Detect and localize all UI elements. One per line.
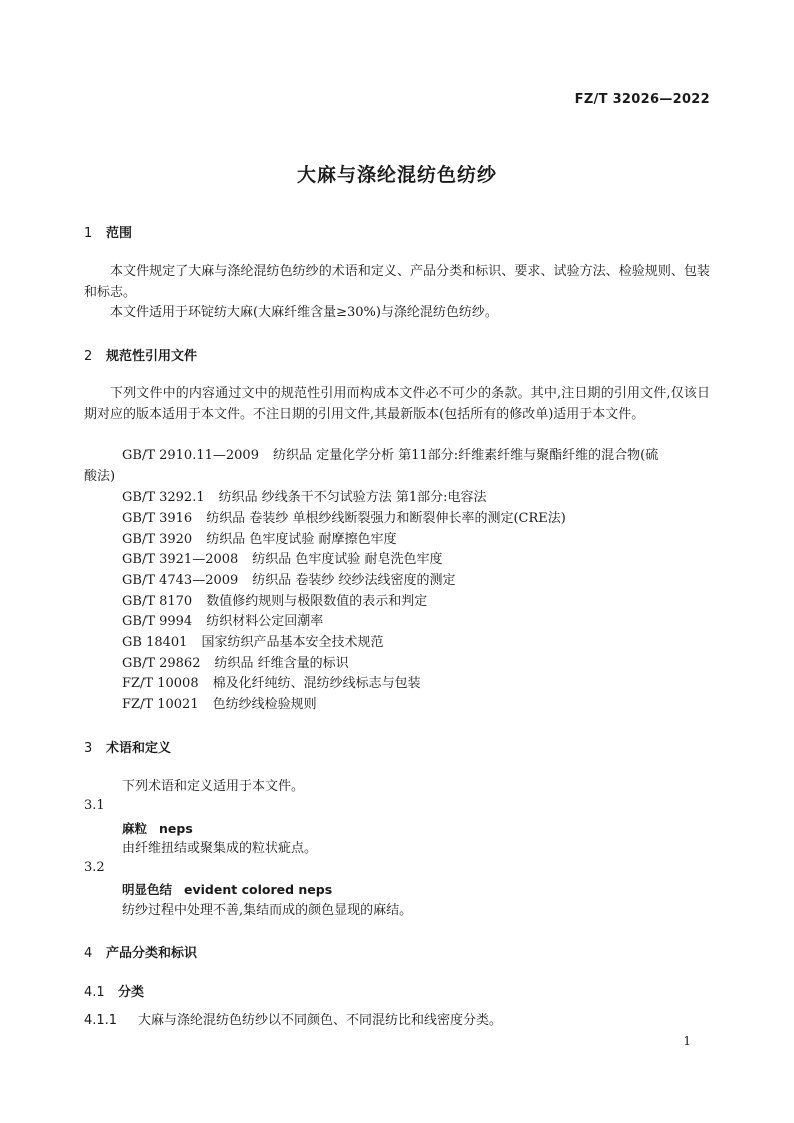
reference-title: 纺织品 纤维含量的标识 [214, 656, 349, 671]
reference-item [122, 654, 349, 675]
section-3-intro: 下列术语和定义适用于本文件。 [122, 779, 305, 794]
reference-item [122, 488, 487, 509]
term-definition: 由纤维扭结或聚集成的粒状疵点。 [122, 841, 318, 856]
subsection-number: 4.1 [84, 985, 105, 1000]
reference-item [122, 446, 658, 467]
reference-item [122, 571, 456, 592]
reference-title: 纺织品 卷装纱 单根纱线断裂强力和断裂伸长率的测定(CRE法) [206, 511, 566, 526]
term-zh: 明显色结 [122, 882, 173, 897]
reference-title: 国家纺织产品基本安全技术规范 [201, 635, 384, 650]
document-title: 大麻与涤纶混纺色纺纱 [296, 164, 497, 186]
section-2-intro: 下列文件中的内容通过文中的规范性引用而构成本文件必不可少的条款。其中,注日期的引用文件,仅该日期对应的版本适用于本文件。不注日期的引用文件,其最新版本(包括所有的修改单)适用于本文件。 [84, 386, 710, 422]
reference-item [122, 509, 566, 530]
section-title: 范围 [106, 226, 133, 241]
term-name [122, 880, 332, 898]
term-zh: 麻粒 [122, 821, 148, 836]
section-1-heading [84, 222, 132, 241]
reference-item [122, 592, 427, 613]
standard-code: FZ/T 32026—2022 [574, 92, 710, 107]
reference-item [122, 633, 383, 654]
section-title: 术语和定义 [106, 741, 172, 756]
reference-item [122, 612, 323, 633]
clause-number: 4.1.1 [84, 1013, 118, 1028]
reference-code: GB/T 9994 [122, 614, 193, 629]
reference-title: 纺织品 色牢度试验 耐摩擦色牢度 [206, 532, 397, 547]
reference-code: FZ/T 10008 [122, 676, 199, 691]
section-4-heading [84, 942, 197, 961]
section-number: 3 [84, 741, 93, 756]
reference-code: GB/T 3921—2008 [122, 552, 239, 567]
reference-title: 色纺纱线检验规则 [212, 697, 317, 712]
term-en: evident colored neps [184, 882, 333, 897]
reference-item [122, 550, 443, 571]
section-number: 1 [84, 226, 93, 241]
section-title: 规范性引用文件 [106, 349, 198, 364]
page-number: 1 [683, 1034, 691, 1048]
section-title: 产品分类和标识 [106, 946, 198, 961]
reference-title: 棉及化纤纯纺、混纺纱线标志与包装 [212, 676, 421, 691]
section-number: 2 [84, 349, 93, 364]
reference-code: GB/T 3916 [122, 511, 193, 526]
term-number: 3.1 [84, 798, 105, 813]
reference-code: GB/T 2910.11—2009 [122, 448, 259, 463]
reference-title: 数值修约规则与极限数值的表示和判定 [206, 594, 428, 609]
reference-item [122, 695, 317, 716]
reference-code: FZ/T 10021 [122, 697, 199, 712]
section-3-heading [84, 737, 171, 756]
clause-text: 大麻与涤纶混纺色纺纱以不同颜色、不同混纺比和线密度分类。 [138, 1013, 503, 1028]
reference-title: 纺织品 卷装纱 绞纱法线密度的测定 [252, 573, 456, 588]
reference-code: GB/T 3920 [122, 532, 193, 547]
section-number: 4 [84, 946, 93, 961]
term-definition: 纺纱过程中处理不善,集结而成的颜色显现的麻结。 [122, 903, 413, 918]
subsection-4-1-heading [84, 981, 144, 1000]
reference-code: GB 18401 [122, 635, 188, 650]
section-2-heading [84, 345, 197, 364]
reference-title: 纺织品 定量化学分析 第11部分:纤维素纤维与聚酯纤维的混合物(硫 [272, 448, 659, 463]
reference-title: 纺织品 色牢度试验 耐皂洗色牢度 [252, 552, 443, 567]
subsection-title: 分类 [118, 985, 145, 1000]
reference-code: GB/T 8170 [122, 594, 193, 609]
term-number: 3.2 [84, 860, 105, 875]
term-en: neps [159, 821, 193, 836]
reference-title: 纺织材料公定回潮率 [206, 614, 324, 629]
reference-item [122, 530, 396, 551]
section-1-para-2: 本文件适用于环锭纺大麻(大麻纤维含量≥30%)与涤纶混纺色纺纱。 [110, 305, 498, 320]
clause-4-1-1 [84, 1011, 502, 1032]
section-1-para-1: 本文件规定了大麻与涤纶混纺色纺纱的术语和定义、产品分类和标识、要求、试验方法、检验规则、包装和标志。 [84, 264, 710, 300]
reference-code: GB/T 4743—2009 [122, 573, 239, 588]
term-name [122, 819, 193, 837]
reference-item [122, 674, 421, 695]
reference-item-continuation: 酸法) [84, 469, 116, 484]
reference-code: GB/T 29862 [122, 656, 201, 671]
reference-title: 纺织品 纱线条干不匀试验方法 第1部分:电容法 [218, 490, 487, 505]
reference-code: GB/T 3292.1 [122, 490, 205, 505]
